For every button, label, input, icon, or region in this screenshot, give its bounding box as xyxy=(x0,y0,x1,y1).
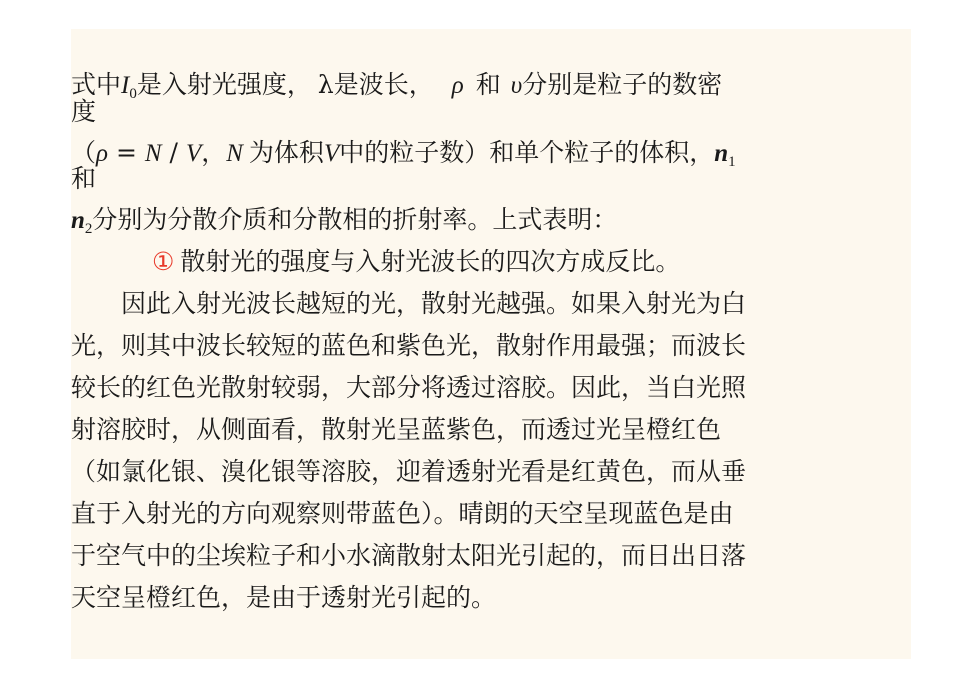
text-line-6 xyxy=(152,249,680,274)
text: / xyxy=(161,138,186,167)
text: 是波长， xyxy=(333,70,434,99)
text: 中的粒子数）和单个粒子的体积， xyxy=(339,138,715,167)
paragraph-line: 射溶胶时，从侧面看，散射光呈蓝紫色，而透过光呈橙红色 xyxy=(71,415,722,444)
subscript: 0 xyxy=(129,86,137,102)
symbol-V: V xyxy=(323,140,340,167)
symbol-n2 xyxy=(71,207,93,237)
text: （ xyxy=(71,138,97,167)
text-line-2: 度 xyxy=(71,97,97,126)
text-line-3 xyxy=(71,138,736,170)
text-line-1 xyxy=(71,70,723,102)
text: = xyxy=(116,138,145,167)
symbol-rho: ρ xyxy=(96,140,109,167)
paragraph-line: 于空气中的尘埃粒子和小水滴散射太阳光引起的，而日出日落 xyxy=(71,541,747,570)
text: 散射光的强度与入射光波长的四次方成反比。 xyxy=(180,247,681,276)
paragraph-line: 天空呈橙红色，是由于透射光引起的。 xyxy=(71,583,497,612)
subscript: 2 xyxy=(84,221,93,237)
text-line-5 xyxy=(71,205,618,237)
text: 为体积 xyxy=(248,138,324,167)
text: ， xyxy=(201,138,227,167)
text: 分别是粒子的数密 xyxy=(522,70,723,99)
symbol-lambda: λ xyxy=(317,70,334,99)
symbol-rho: ρ xyxy=(451,72,464,99)
symbol-I0 xyxy=(121,72,137,102)
paragraph-line: 因此入射光波长越短的光，散射光越强。如果入射光为白 xyxy=(121,289,747,318)
symbol: I xyxy=(121,72,130,99)
text: 是入射光强度， xyxy=(136,70,312,99)
symbol-N: N xyxy=(144,140,162,167)
paragraph-line: （如氯化银、溴化银等溶胶，迎着透射光看是红黄色，而从垂 xyxy=(71,457,747,486)
text: 分别为分散介质和分散相的折射率。上式表明： xyxy=(92,205,618,234)
symbol: n xyxy=(714,140,729,167)
text-line-4: 和 xyxy=(71,164,97,193)
text: 式中 xyxy=(71,70,122,99)
paragraph-line: 直于入射光的方向观察则带蓝色）。晴朗的天空呈现蓝色是由 xyxy=(71,499,734,528)
symbol-V: V xyxy=(185,140,202,167)
slide-panel xyxy=(71,29,911,659)
symbol: n xyxy=(71,207,85,234)
paragraph-line: 光，则其中波长较短的蓝色和紫色光，散射作用最强；而波长 xyxy=(71,331,747,360)
circled-number-marker: ① xyxy=(152,247,175,276)
subscript: 1 xyxy=(728,154,736,170)
text: 和 xyxy=(475,70,501,99)
symbol-upsilon: υ xyxy=(510,72,523,99)
symbol-n1 xyxy=(714,140,736,170)
paragraph-line: 较长的红色光散射较弱，大部分将透过溶胶。因此，当白光照 xyxy=(71,373,747,402)
symbol-N: N xyxy=(226,140,243,167)
